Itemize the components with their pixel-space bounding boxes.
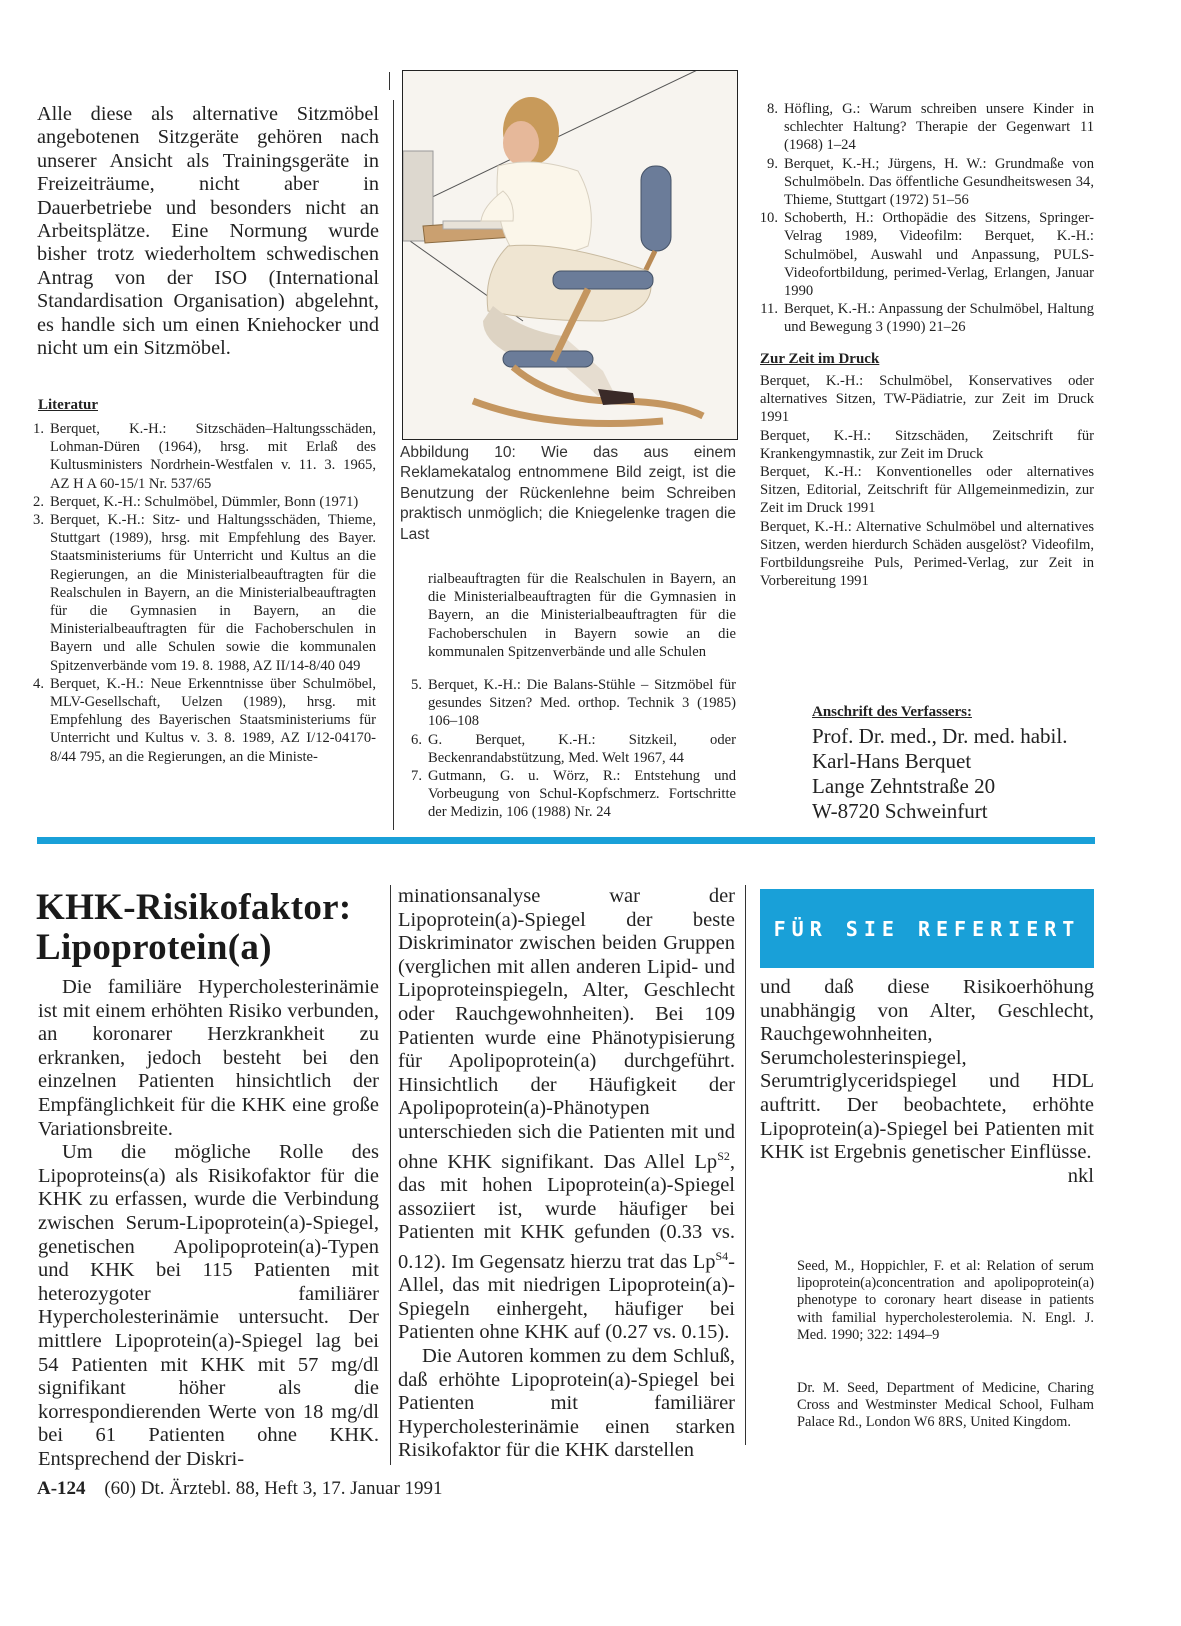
column-rule-article-1 [390,885,391,1465]
reference-item [18,420,376,493]
reference-item [396,676,736,731]
reference-text: Höfling, G.: Warum schreiben unsere Kinder in schlechter Haltung? Therapie der Gegenwart 11 (1968) 1–24 [784,101,1094,154]
reference-3-continuation: rialbeauftragten für die Realschulen in Bayern, an die Ministerialbeauftragten für die Gymnasien in Bayern, an die Ministerialbeauftragten für die Fachoberschulen in Bayern sowie an die kommunalen Spitzenverbände und alle Schulen [428,571,736,660]
banner-label: FÜR SIE REFERIERT [773,916,1081,941]
column-rule-top-left [389,72,390,90]
reference-number: 1. [33,421,44,437]
chair-illustration [402,70,738,440]
reference-text: Berquet, K.-H.: Sitz- und Haltungsschäden, Thieme, Stuttgart (1989), hrsg. mit Empfehlung des Bayer. Staatsministeriums für Unterricht und Kultus an die Regierungen, an die Ministerialbeauftragten für die Realschulen in Bayern, an die Ministerialbeauftragten für die Gymnasien in Bayern, an die Ministerialbeauftragten für die Fachoberschulen in Bayern und alle Schulen sowie die kommunalen Spitzenverbände vom 19. 8. 1988, AZ II/14-8/40 049 [50,512,376,674]
im-druck-entry: Berquet, K.-H.: Konventionelles oder alternatives Sitzen, Editorial, Zeitschrift für Allgemeinmedizin, zur Zeit im Druck 1991 [760,464,1094,517]
article-paragraph-5: und daß diese Risikoerhöhung unabhängig von Alter, Geschlecht, Rauchgewohnheiten, Serumcholesterinspiegel, Serumtriglyceridspiegel und HDL auftritt. Der beobachtete, erhöhte Lipoprotein(a)-Spiegel bei Patienten mit KHK ist Ergebnis genetischer Einflüsse. [760,976,1094,1164]
reference-item [396,767,736,822]
im-druck-heading: Zur Zeit im Druck [760,351,880,367]
reference-item [18,511,376,675]
im-druck-entry: Berquet, K.-H.: Alternative Schulmöbel und alternatives Sitzen, werden hierdurch Schäden ausgelöst? Videofilm, Fortbildungsreihe Puls, Perimed-Verlag, zur Zeit in Vorbereitung 1991 [760,518,1094,590]
reference-list-2 [396,676,736,822]
intro-paragraph: Alle diese als alternative Sitzmöbel angebotenen Sitzgeräte gehören nach unserer Ansicht als Trainingsgeräte in Freizeiträume, nicht aber in Dauerbetriebe und besonders nicht an Arbeitsplätze. Eine Normung wurde bisher trotz wiederholtem schwedischen Antrag von der ISO (International Standardisation Organisation) abgelehnt, es handle sich um einen Kniehocker und nicht um ein Sitzmöbel. [37,103,379,360]
column-rule-left [393,100,394,830]
address-line: Lange Zehntstraße 20 [812,774,996,798]
im-druck-entry: Berquet, K.-H.: Sitzschäden, Zeitschrift für Krankengymnastik, zur Zeit im Druck [760,427,1094,462]
article-column-1 [38,976,379,1471]
reference-text: Berquet, K.-H.: Anpassung der Schulmöbel, Haltung und Bewegung 3 (1990) 21–26 [784,301,1094,336]
article-column-3 [760,976,1094,1188]
author-initials: nkl [1067,1164,1094,1187]
reference-text: Schoberth, H.: Orthopädie des Sitzens, Springer-Velrag 1989, Videofilm: Berquet, K.-H.: Schulmöbel, Auswahl und Anpassung, PULS-Videofortbildung, perimed-Verlag, Erlangen, Januar 1990 [784,210,1094,300]
reference-item [18,675,376,766]
reference-number: 8. [767,101,778,117]
reference-item [752,209,1094,300]
reference-text: G. Berquet, K.-H.: Sitzkeil, oder Beckenrandabstützung, Med. Welt 1967, 44 [428,731,736,766]
column-rule-article-2 [745,885,746,1445]
reference-number: 11. [760,301,778,318]
reference-number: 5. [411,677,422,693]
im-druck-list [760,372,1094,590]
reference-item [752,100,1094,155]
reference-text: Berquet, K.-H.: Neue Erkenntnisse über Schulmöbel, MLV-Gesellschaft, Uelzen (1989), hrsg. mit Empfehlung des Bayerischen Staatsministeriums für Unterricht und Kultus v. 3. 8. 1989, AZ I/12-04170- 8/44 795, an die Regierungen, an die Ministe- [50,675,376,765]
address-heading: Anschrift des Verfassers: [812,704,972,720]
reference-item [752,155,1094,210]
reference-number: 9. [767,155,778,172]
article-column-2 [398,885,735,1463]
reference-text: Berquet, K.-H.: Die Balans-Stühle – Sitzmöbel für gesundes Sitzen? Med. orthop. Technik 3 (1985) 106–108 [428,677,736,730]
reference-number: 4. [33,675,44,692]
reference-text: Gutmann, G. u. Wörz, R.: Entstehung und Vorbeugung von Schul-Kopfschmerz. Fortschritte der Medizin, 106 (1988) Nr. 24 [428,768,736,821]
kneeling-chair-photo [403,71,737,439]
section-separator [37,837,1095,844]
article-paragraph-4: Die Autoren kommen zu dem Schluß, daß erhöhte Lipoprotein(a)-Spiegel bei Patienten mit familiärer Hypercholesterinämie einen starken Risikofaktor für die KHK darstellen [398,1344,735,1462]
journal-citation: (60) Dt. Ärztebl. 88, Heft 3, 17. Januar 1991 [104,1478,443,1499]
reference-number: 2. [33,493,44,510]
source-address: Dr. M. Seed, Department of Medicine, Charing Cross and Westminster Medical School, Fulham Palace Rd., London W6 8RS, United Kingdom. [797,1380,1094,1431]
reference-text: Berquet, K.-H.: Sitzschäden–Haltungsschäden, Lohman-Düren (1964), hrsg. mit Erlaß des Kultusministers Nordrhein-Westfalen v. 11. 3. 1965, AZ H A 60-15/1 Nr. 537/65 [50,421,376,492]
reference-text: Berquet, K.-H.: Schulmöbel, Dümmler, Bonn (1971) [50,493,359,510]
reference-item [752,300,1094,336]
reference-number: 7. [411,768,422,785]
page-footer [37,1478,443,1500]
reference-number: 6. [411,731,422,748]
im-druck-entry: Berquet, K.-H.: Schulmöbel, Konservatives oder alternatives Sitzen, TW-Pädiatrie, zur Zeit im Druck 1991 [760,373,1094,426]
reference-item [18,493,376,511]
reference-number: 3. [33,512,44,529]
reference-item [396,731,736,767]
figure-caption: Abbildung 10: Wie das aus einem Reklamekatalog entnommene Bild zeigt, ist die Benutzung der Rückenlehne beim Schreiben praktisch unmöglich; die Kniegelenke tragen die Last [400,444,736,543]
literatur-heading: Literatur [38,397,98,413]
author-address [812,724,1102,824]
reference-text: Berquet, K.-H.; Jürgens, H. W.: Grundmaße von Schulmöbeln. Das öffentliche Gesundheitswesen 34, Thieme, Stuttgart (1972) 51–56 [784,155,1094,209]
address-line: Karl-Hans Berquet [812,749,972,773]
title-line-1: KHK-Risikofaktor: [36,887,352,928]
article-paragraph-2: Um die mögliche Rolle des Lipoproteins(a) als Risikofaktor für die KHK zu erfassen, wurde die Verbindung zwischen Serum-Lipoprotein(a)-Spiegel, genetischen Apolipoprotein(a)-Typen und KHK bei 115 Patienten mit heterozygoter familiärer Hypercholesterinämie untersucht. Der mittlere Lipoprotein(a)-Spiegel lag bei 54 Patienten mit KHK mit 57 mg/dl signifikant höher als die korrespondierenden Werte von 18 mg/dl bei 61 Patienten ohne KHK. Entsprechend der Diskri- [38,1141,379,1470]
address-line: W-8720 Schweinfurt [812,799,988,823]
article-title [36,888,386,968]
article-paragraph-1: Die familiäre Hypercholesterinämie ist mit einem erhöhten Risiko verbunden, an koronarer Herzkrankheit zu erkranken, jedoch besteht bei den einzelnen Patienten hinsichtlich der Empfänglichkeit für die KHK eine große Variationsbreite. [38,976,379,1140]
section-banner [760,889,1094,968]
article-paragraph-3: minationsanalyse war der Lipoprotein(a)-Spiegel der beste Diskriminator zwischen beiden Gruppen (verglichen mit allen anderen Lipid- und Lipoproteinspiegeln, Alter, Geschlecht oder Rauchgewohnheiten). Bei 109 Patienten wurde eine Phänotypisierung für Apolipoprotein(a) durchgeführt. Hinsichtlich der Häufigkeit der Apolipoprotein(a)-Phänotypen unterschieden sich die Patienten mit und ohne KHK signifikant. Das Allel $Lp^{S2}$, das mit hohen Lipoprotein(a)-Spiegel assoziiert ist, wurde häufiger bei Patienten mit KHK gefunden (0.33 vs. 0.12). Im Gegensatz hierzu trat das $Lp^{S4}$-Allel, das mit niedrigen Lipoprotein(a)-Spiegeln einhergeht, häufiger bei Patienten ohne KHK auf (0.27 vs. 0.15). [398,885,735,1344]
address-line: Prof. Dr. med., Dr. med. habil. [812,724,1068,748]
reference-number: 10. [759,210,778,227]
reference-list-3 [752,100,1094,337]
title-line-2: Lipoprotein(a) [36,927,272,968]
reference-list-1 [18,420,376,766]
page-number: A-124 [37,1478,86,1499]
source-reference: Seed, M., Hoppichler, F. et al: Relation of serum lipoprotein(a)concentration and apolipoprotein(a) phenotype to coronary heart disease in patients with familial hypercholesterolemia. N. Engl. J. Med. 1990; 322: 1494–9 [797,1258,1094,1343]
